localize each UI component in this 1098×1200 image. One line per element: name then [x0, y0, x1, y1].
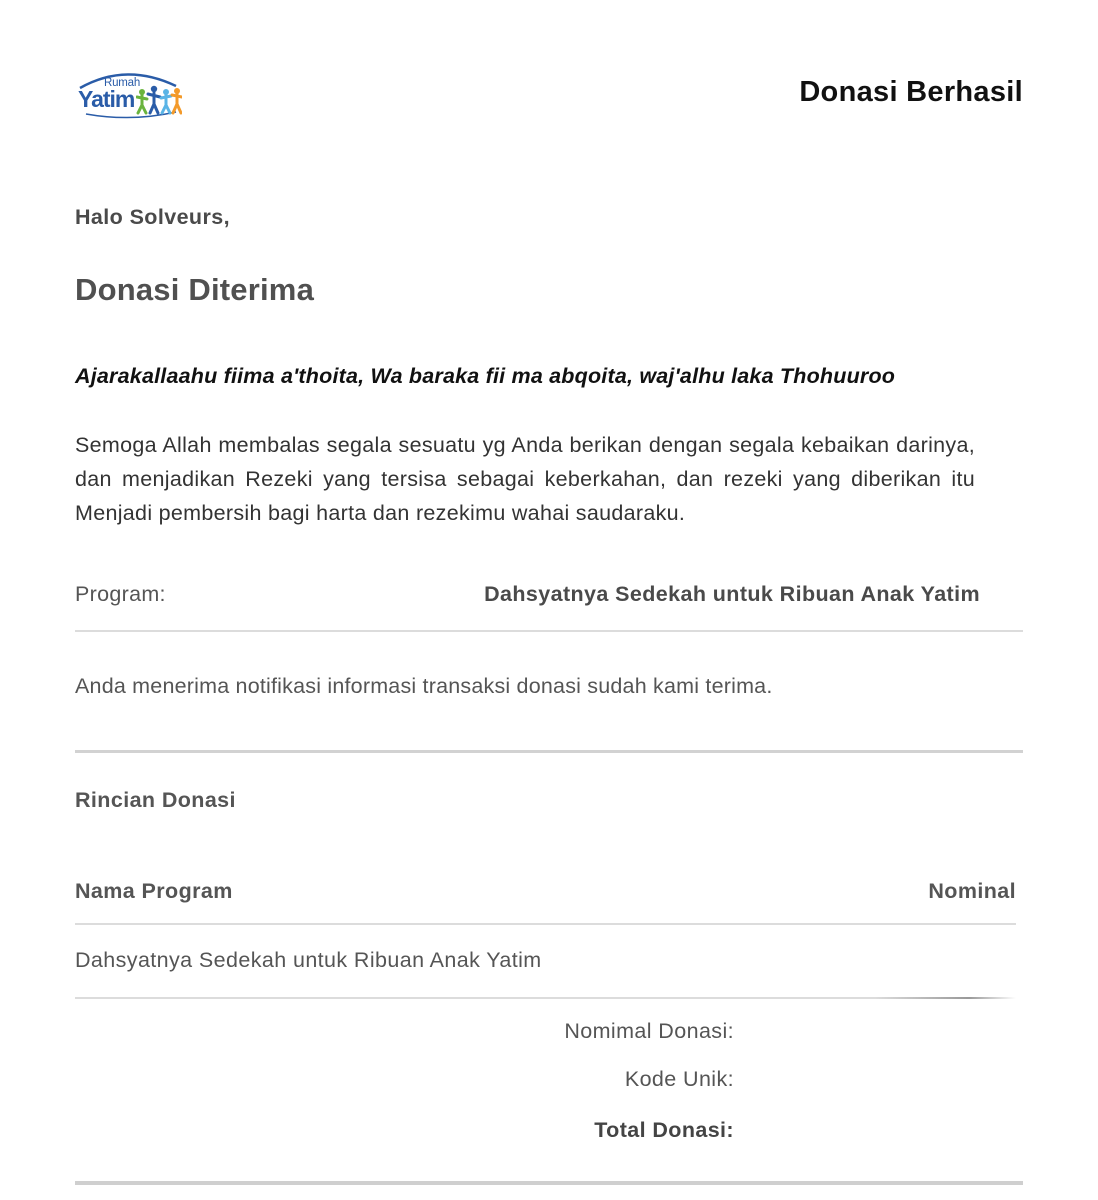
notice-text: Anda menerima notifikasi informasi transaksi donasi sudah kami terima.: [75, 674, 773, 698]
unique-code-label: Kode Unik:: [624, 1067, 734, 1091]
bottom-divider: [75, 1181, 1023, 1185]
divider: [75, 630, 1023, 632]
table-row-program-name: Dahsyatnya Sedekah untuk Ribuan Anak Yatim: [75, 948, 542, 972]
column-header-nominal: Nominal: [928, 879, 1016, 903]
doa-text: Ajarakallaahu fiima a'thoita, Wa baraka fii ma abqoita, waj'alhu laka Thohuuroo: [75, 364, 896, 388]
divider: [75, 750, 1023, 753]
header-title: Donasi Berhasil: [799, 76, 1023, 108]
logo-small-text: Rumah: [104, 77, 141, 89]
column-header-program-name: Nama Program: [75, 879, 233, 903]
program-label: Program:: [75, 582, 166, 606]
table-header-divider: [75, 923, 1016, 925]
greeting: Halo Solveurs,: [75, 205, 230, 229]
donation-amount-label: Nomimal Donasi:: [564, 1019, 734, 1043]
rumah-yatim-logo: [76, 66, 182, 120]
children-figures-icon: [136, 85, 182, 115]
program-value: Dahsyatnya Sedekah untuk Ribuan Anak Yatim: [484, 582, 980, 606]
details-title: Rincian Donasi: [75, 788, 236, 812]
total-donation-label: Total Donasi:: [594, 1118, 734, 1142]
table-row-divider: [75, 997, 1016, 999]
received-title: Donasi Diterima: [75, 272, 315, 307]
blessing-paragraph: Semoga Allah membalas segala sesuatu yg Anda berikan dengan segala kebaikan darinya, dan menjadikan Rezeki yang tersisa sebagai keberkahan, dan rezeki yang diberikan itu Menjadi pembersih bagi harta dan rezekimu wahai saudaraku.: [75, 433, 975, 525]
logo-main-text: Yatim: [78, 86, 135, 112]
